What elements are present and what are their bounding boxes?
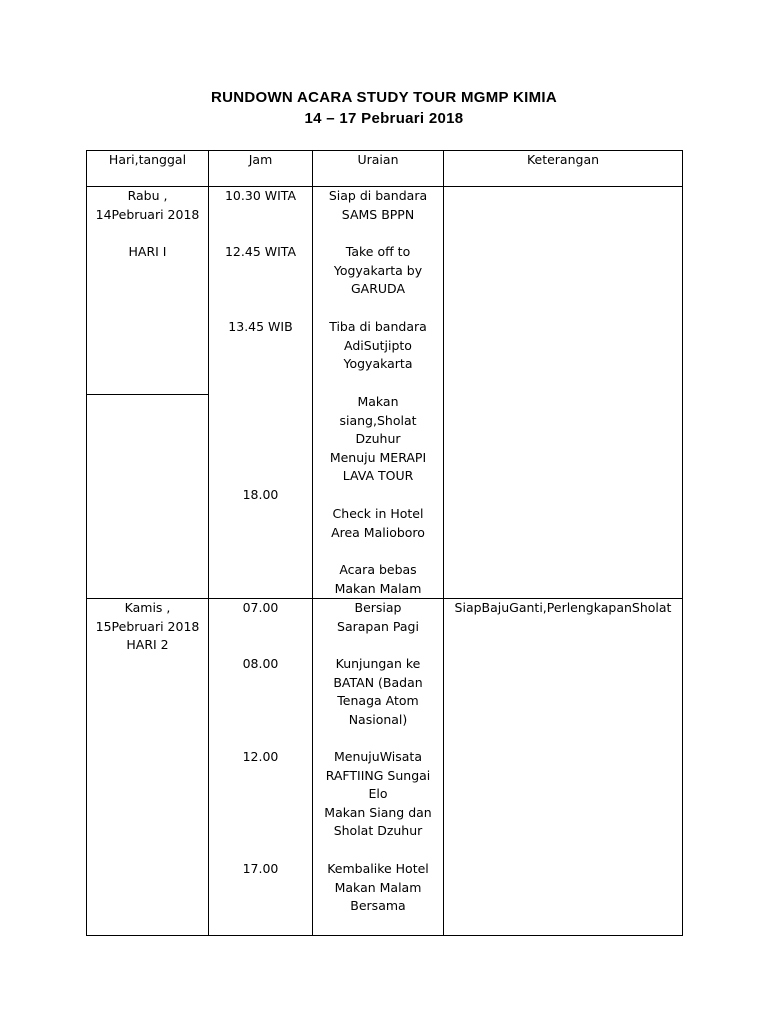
item-line: Kunjungan ke xyxy=(335,656,421,671)
day1-item xyxy=(313,243,443,299)
day1-time: 18.00 xyxy=(242,487,279,502)
item-line: SAMS BPPN xyxy=(341,206,415,222)
table-col-divider xyxy=(443,150,444,936)
header-keterangan: Keterangan xyxy=(526,152,600,167)
item-line: Kembalike Hotel xyxy=(327,861,429,876)
day1-time: 13.45 WIB xyxy=(228,319,293,334)
item-line: Sarapan Pagi xyxy=(337,618,419,634)
day2-item xyxy=(313,599,443,636)
day1-item xyxy=(313,318,443,374)
day1-date: 14Pebruari 2018 xyxy=(95,207,200,222)
day2-note: SiapBajuGanti,PerlengkapanSholat xyxy=(454,600,672,615)
day1-day: Rabu , xyxy=(127,188,168,203)
day1-item xyxy=(313,393,443,486)
day2-date: 15Pebruari 2018 xyxy=(95,619,200,634)
day2-time: 07.00 xyxy=(242,600,279,615)
item-line: Menuju MERAPI xyxy=(329,449,427,465)
item-line: Makan Malam xyxy=(334,879,422,895)
item-line: Sholat Dzuhur xyxy=(333,823,423,838)
item-line: MenujuWisata xyxy=(333,749,422,764)
day2-item xyxy=(313,655,443,729)
page-subtitle: 14 – 17 Pebruari 2018 xyxy=(304,110,464,127)
item-line: RAFTIING Sungai xyxy=(325,767,431,783)
header-jam: Jam xyxy=(248,152,273,167)
item-line: AdiSutjipto xyxy=(344,337,412,353)
item-line: Area Malioboro xyxy=(331,524,425,540)
item-line: Check in Hotel xyxy=(332,506,424,521)
item-line: LAVA TOUR xyxy=(342,468,414,483)
item-line: Bersiap xyxy=(354,600,402,615)
item-line: Nasional) xyxy=(348,711,408,727)
item-line: Tenaga Atom xyxy=(337,693,419,708)
table-border-right xyxy=(682,150,683,936)
item-line: Makan xyxy=(357,394,399,409)
item-line: Elo xyxy=(368,786,388,801)
day2-item xyxy=(313,860,443,916)
header-hari-tanggal: Hari,tanggal xyxy=(108,152,187,167)
item-line: Makan Siang dan xyxy=(324,804,432,820)
day2-time: 08.00 xyxy=(242,656,279,671)
item-line: siang,Sholat xyxy=(339,412,417,428)
item-line: Dzuhur xyxy=(355,431,401,446)
day2-day: Kamis , xyxy=(124,600,171,615)
day2-item xyxy=(313,748,443,841)
day2-label: HARI 2 xyxy=(126,637,169,652)
page-title: RUNDOWN ACARA STUDY TOUR MGMP KIMIA xyxy=(210,89,558,106)
item-line: Siap di bandara xyxy=(328,188,428,203)
day1-time: 10.30 WITA xyxy=(224,188,297,203)
item-line: Yogyakarta by xyxy=(333,262,423,278)
table-border-left xyxy=(86,150,87,936)
day2-time: 12.00 xyxy=(242,749,279,764)
item-line: GARUDA xyxy=(350,281,406,296)
day1-time: 12.45 WITA xyxy=(224,244,297,259)
item-line: Acara bebas xyxy=(339,562,417,577)
day1-item xyxy=(313,187,443,224)
item-line: BATAN (Badan xyxy=(333,674,423,690)
day1-item xyxy=(313,505,443,542)
day1-item xyxy=(313,561,443,598)
header-uraian: Uraian xyxy=(357,152,399,167)
day1-label: HARI I xyxy=(128,244,167,259)
item-line: Bersama xyxy=(350,898,406,913)
day2-time: 17.00 xyxy=(242,861,279,876)
item-line: Makan Malam xyxy=(334,580,422,596)
table-row-divider xyxy=(86,394,208,395)
item-line: Tiba di bandara xyxy=(329,319,427,334)
item-line: Take off to xyxy=(345,244,411,259)
table-col-divider xyxy=(208,150,209,936)
item-line: Yogyakarta xyxy=(343,356,413,371)
table-border-bottom xyxy=(86,935,683,936)
